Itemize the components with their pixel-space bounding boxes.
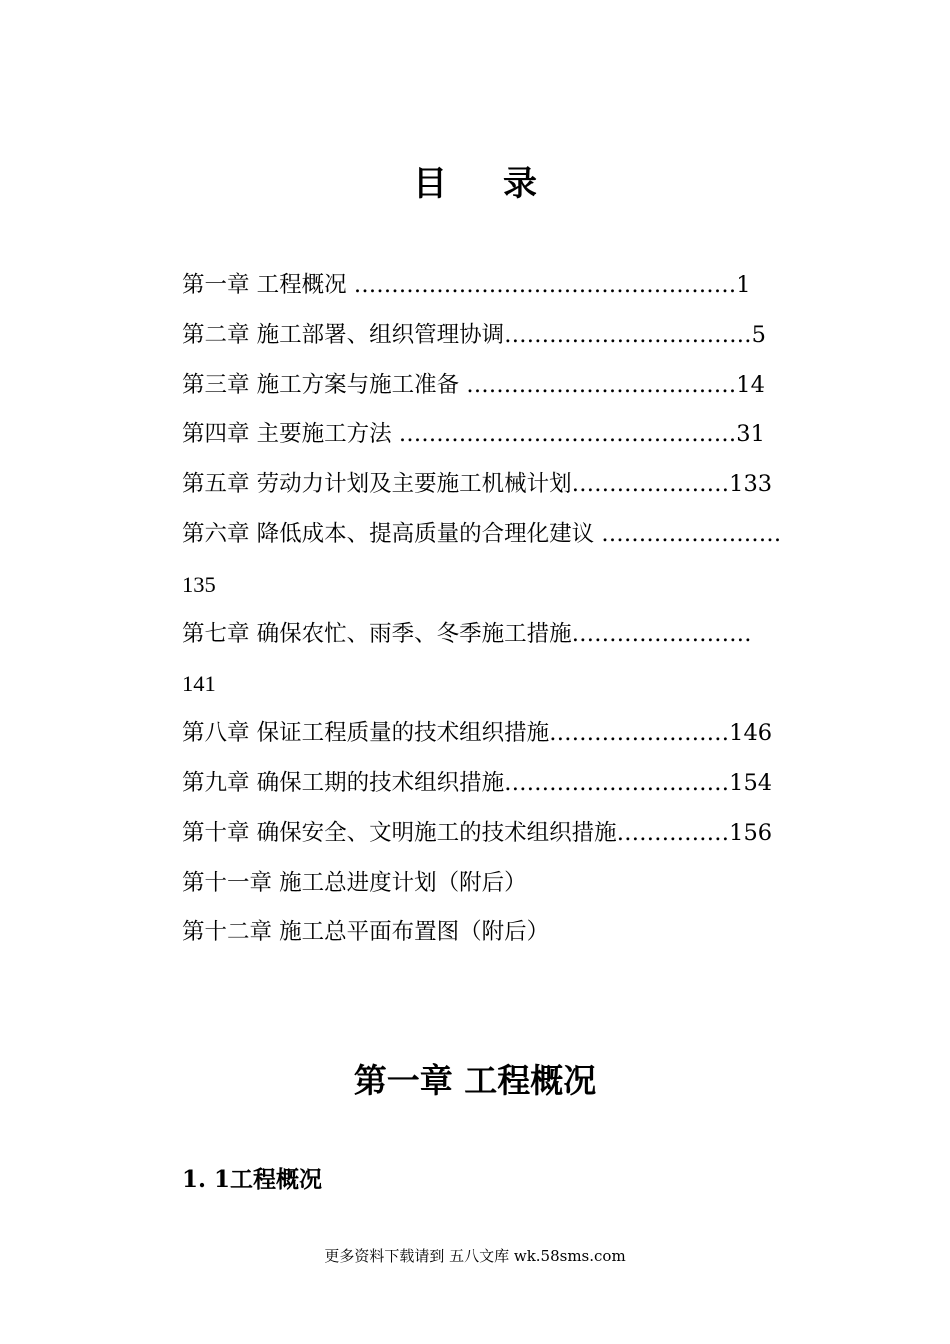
toc-entry-chapter-7[interactable]: 第七章 确保农忙、雨季、冬季施工措施…………………… <box>182 620 752 647</box>
toc-entry-chapter-1[interactable]: 第一章 工程概况 ……………………………………………1 <box>182 272 751 298</box>
footer-text: 更多资料下载请到 五八文库 wk.58sms.com <box>324 1247 626 1265</box>
toc-entry-chapter-11[interactable]: 第十一章 施工总进度计划（附后） <box>182 869 527 896</box>
toc-entry-chapter-5[interactable]: 第五章 劳动力计划及主要施工机械计划…………………133 <box>182 471 773 498</box>
toc-entry-chapter-7-page[interactable]: 141 <box>182 671 216 697</box>
toc-title: 目录 <box>413 164 593 204</box>
toc-entry-chapter-3[interactable]: 第三章 施工方案与施工准备 ………………………………14 <box>182 371 765 398</box>
toc-entry-chapter-12[interactable]: 第十二章 施工总平面布置图（附后） <box>182 919 550 946</box>
toc-entry-chapter-6[interactable]: 第六章 降低成本、提高质量的合理化建议 …………………… <box>182 520 782 547</box>
toc-entry-chapter-9[interactable]: 第九章 确保工期的技术组织措施…………………………154 <box>182 769 773 796</box>
toc-entry-chapter-6-page[interactable]: 135 <box>182 571 216 597</box>
section-heading: 1. 1工程概况 <box>182 1166 323 1193</box>
chapter-heading: 第一章 工程概况 <box>353 1061 597 1100</box>
table-of-contents <box>182 261 862 958</box>
toc-entry-chapter-4[interactable]: 第四章 主要施工方法 ………………………………………31 <box>182 421 765 448</box>
toc-entry-chapter-8[interactable]: 第八章 保证工程质量的技术组织措施……………………146 <box>182 720 773 747</box>
toc-entry-chapter-2[interactable]: 第二章 施工部署、组织管理协调……………………………5 <box>182 321 766 348</box>
toc-entry-chapter-10[interactable]: 第十章 确保安全、文明施工的技术组织措施……………156 <box>182 819 773 846</box>
